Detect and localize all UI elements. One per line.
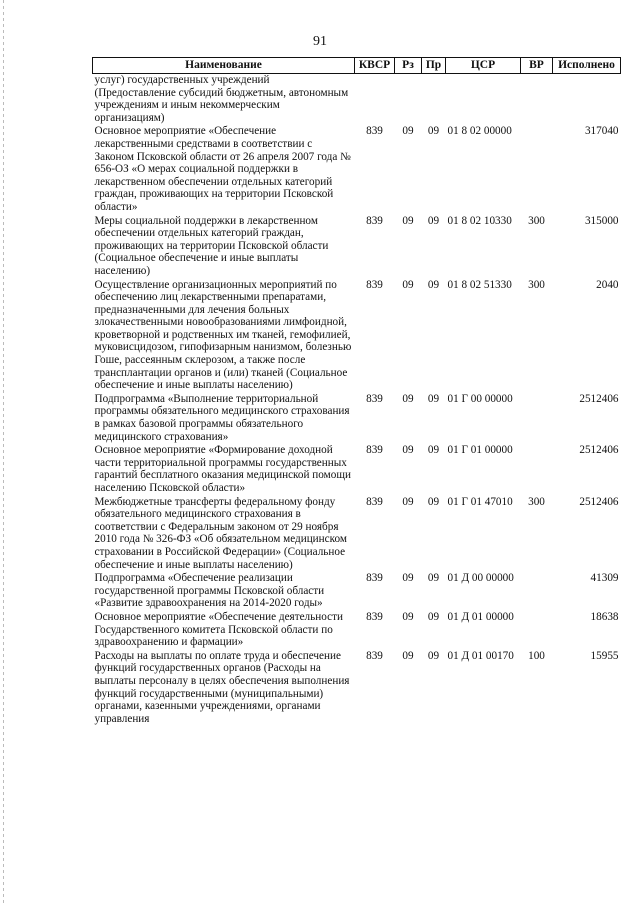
row-pr: 09: [427, 610, 440, 623]
header-pr: Пр: [422, 58, 446, 74]
header-vr: ВР: [521, 58, 553, 74]
row-csr: 01 Д 00 00000: [447, 572, 514, 585]
row-rz: 09: [402, 649, 414, 662]
row-done: 2040: [596, 278, 619, 291]
table-row: [93, 215, 621, 279]
row-vr: 300: [528, 214, 545, 227]
table-row: [93, 444, 621, 495]
row-rz: 09: [402, 278, 414, 291]
row-name: Расходы на выплаты по оплате труда и обеспечение функций государственных органов (Расходы на выплаты персоналу в целях обеспечения выполнения функций государственными (муниципальными) органами, казенными учреждениями, органами управления: [94, 649, 350, 725]
row-vr: [521, 611, 553, 650]
row-kvsr: 839: [366, 572, 383, 585]
header-rz: Рз: [395, 58, 422, 74]
table-row: [93, 496, 621, 573]
row-rz: 09: [402, 610, 414, 623]
row-vr: 100: [528, 649, 545, 662]
row-pr: 09: [427, 125, 440, 138]
row-csr: 01 Д 01 00000: [447, 610, 514, 623]
row-name: Межбюджетные трансферты федеральному фонду обязательного медицинского страхования в соответствии с Федеральным законом от 29 ноября 2010 года № 326-ФЗ «Об обязательном медицинском страховании в Российской Федерации» (Социальное обеспечение и иные выплаты населению): [94, 495, 347, 571]
row-csr: 01 8 02 00000: [447, 125, 512, 138]
row-kvsr: [355, 74, 395, 126]
row-pr: 09: [427, 214, 440, 227]
row-csr: 01 Г 01 47010: [447, 495, 513, 508]
header-done: Исполнено: [553, 58, 621, 74]
row-csr: 01 Г 01 00000: [447, 444, 513, 457]
row-pr: 09: [427, 392, 440, 405]
header-name: Наименование: [93, 58, 355, 74]
row-kvsr: 839: [366, 444, 383, 457]
row-name: Подпрограмма «Обеспечение реализации государственной программы Псковской области «Развитие здравоохранения на 2014-2020 годы»: [94, 572, 325, 610]
row-csr: 01 Г 00 00000: [447, 392, 513, 405]
row-done: 15955: [590, 649, 619, 662]
row-vr: [521, 74, 553, 126]
row-pr: 09: [427, 444, 440, 457]
table-row: [93, 611, 621, 650]
row-kvsr: 839: [366, 649, 383, 662]
header-csr: ЦСР: [446, 58, 521, 74]
row-csr: 01 8 02 10330: [447, 214, 512, 227]
row-done: 315000: [584, 214, 619, 227]
row-rz: 09: [402, 214, 414, 227]
row-vr: 300: [528, 495, 545, 508]
table-row: [93, 279, 621, 393]
row-rz: 09: [402, 392, 414, 405]
row-done: 41309: [590, 572, 619, 585]
row-done: 2512406: [579, 495, 619, 508]
row-kvsr: 839: [366, 278, 383, 291]
row-name: Подпрограмма «Выполнение территориальной программы обязательного медицинского страхования в рамках базовой программы обязательного медицинского страхования»: [94, 392, 350, 443]
table-row: [93, 650, 621, 727]
row-kvsr: 839: [366, 495, 383, 508]
table-header-row: [93, 58, 621, 74]
page-number: 91: [313, 34, 327, 49]
row-vr: [521, 444, 553, 495]
row-rz: 09: [402, 572, 414, 585]
table-row: [93, 74, 621, 126]
row-done: 2512406: [579, 444, 619, 457]
row-vr: [521, 572, 553, 611]
row-csr: [446, 74, 521, 126]
row-rz: 09: [402, 125, 414, 138]
row-csr: 01 Д 01 00170: [447, 649, 514, 662]
row-vr: [521, 125, 553, 214]
row-kvsr: 839: [366, 125, 383, 138]
table-row: [93, 393, 621, 444]
row-pr: [422, 74, 446, 126]
row-vr: 300: [528, 278, 545, 291]
row-name: Основное мероприятие «Обеспечение лекарственными средствами в соответствии с Законом Псковской области от 26 апреля 2007 года № 656-ОЗ «О мерах социальной поддержки в лекарственном обеспечении отдельных категорий граждан, проживающих на территории Псковской области»: [94, 125, 351, 213]
row-rz: 09: [402, 495, 414, 508]
row-rz: [395, 74, 422, 126]
row-done: 18638: [590, 610, 619, 623]
budget-table: [92, 57, 621, 726]
scan-edge: [3, 0, 4, 905]
row-vr: [521, 393, 553, 444]
row-done: [553, 74, 621, 126]
header-kvsr: КВСР: [355, 58, 395, 74]
table-row: [93, 125, 621, 214]
row-pr: 09: [427, 495, 440, 508]
row-name: Осуществление организационных мероприятий по обеспечению лиц лекарственными препаратами, предназначенными для лечения больных злокачественными новообразованиями лимфоидной, кроветворной и родственных им тканей, гемофилией, муковисцидозом, гипофизарным нанизмом, болезнью Гоше, рассеянным склерозом, а также после трансплантации органов и (или) тканей (Социальное обеспечение и иные выплаты населению): [94, 278, 352, 392]
table-row: [93, 572, 621, 611]
row-name: Основное мероприятие «Формирование доходной части территориальной программы государственных гарантий бесплатного оказания медицинской помощи населению Псковской области»: [94, 444, 351, 494]
row-name: услуг) государственных учреждений (Предоставление субсидий бюджетным, автономным учреждениям и иным некоммерческим организациям): [94, 74, 349, 124]
row-kvsr: 839: [366, 610, 383, 623]
row-name: Меры социальной поддержки в лекарственном обеспечении отдельных категорий граждан, проживающих на территории Псковской области (Социальное обеспечение и иные выплаты населению): [94, 214, 329, 277]
row-csr: 01 8 02 51330: [447, 278, 512, 291]
row-pr: 09: [427, 572, 440, 585]
row-done: 2512406: [579, 392, 619, 405]
row-done: 317040: [584, 125, 619, 138]
row-name: Основное мероприятие «Обеспечение деятельности Государственного комитета Псковской области по здравоохранению и фармации»: [94, 610, 343, 649]
row-kvsr: 839: [366, 214, 383, 227]
row-pr: 09: [427, 278, 440, 291]
row-rz: 09: [402, 444, 414, 457]
row-kvsr: 839: [366, 392, 383, 405]
row-pr: 09: [427, 649, 440, 662]
